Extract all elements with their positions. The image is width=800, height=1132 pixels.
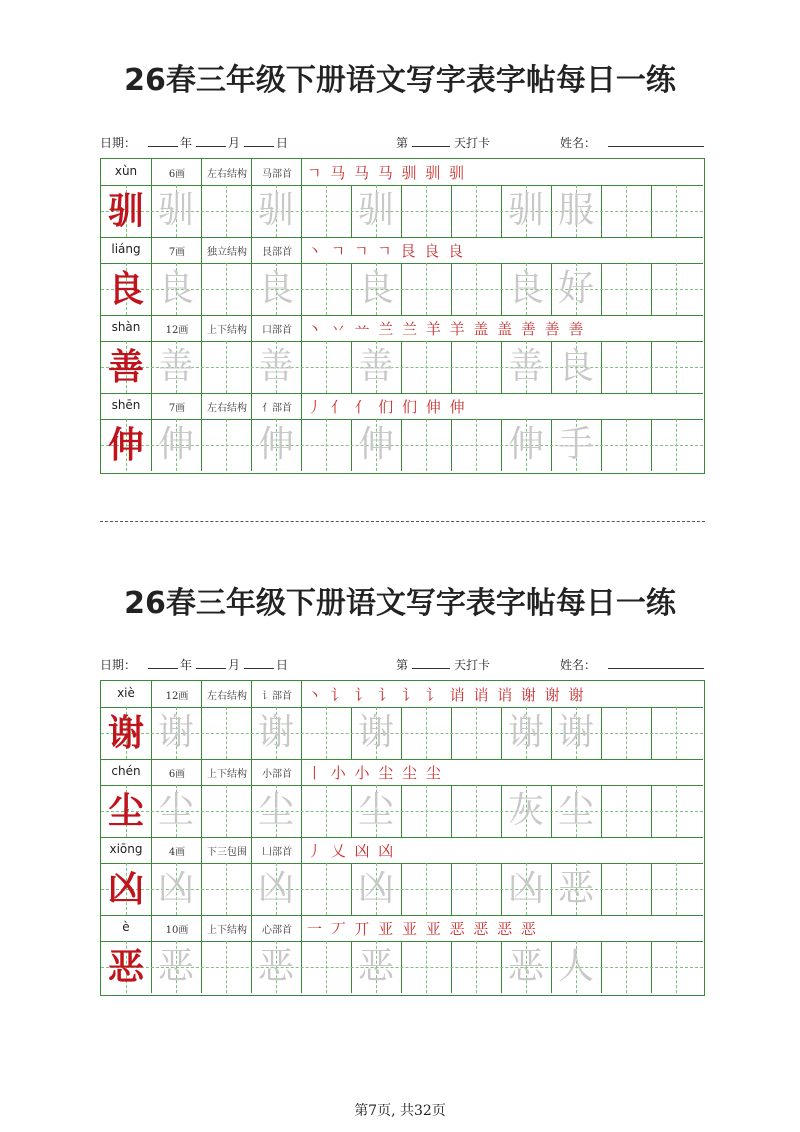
pinyin-label: xiōng xyxy=(109,842,143,856)
stroke-count: 10画 xyxy=(165,925,189,936)
grid-line xyxy=(201,837,202,863)
grid-line xyxy=(151,681,152,707)
trace-character: 凶 xyxy=(357,868,394,909)
day-label: 日 xyxy=(276,136,289,150)
char-info-row xyxy=(101,393,703,420)
stroke-order: 丶 丷 䒑 兰 兰 羊 羊 盖 盖 善 善 善 xyxy=(307,320,586,338)
char-practice-row xyxy=(101,419,703,471)
structure-label: 独立结构 xyxy=(207,247,247,258)
trace-character: 灰 xyxy=(507,790,544,831)
pinyin-label: xùn xyxy=(114,164,138,178)
char-practice-row xyxy=(101,707,703,760)
rank-label: 第 xyxy=(396,136,409,150)
pinyin-label: è xyxy=(122,920,130,934)
grid-line xyxy=(201,237,202,263)
trace-character: 良 xyxy=(157,268,194,309)
trace-character: 凶 xyxy=(257,868,294,909)
structure-label: 上下结构 xyxy=(207,325,247,336)
trace-character: 手 xyxy=(557,424,594,465)
grid-line xyxy=(301,315,302,341)
stroke-order: 丶 讠 讠 讠 讠 讠 诮 诮 诮 谢 谢 谢 xyxy=(307,686,586,704)
trace-character: 伸 xyxy=(357,424,394,465)
stroke-count: 4画 xyxy=(168,847,186,858)
grid-line xyxy=(201,759,202,785)
month-blank[interactable] xyxy=(196,134,226,147)
stroke-count: 6画 xyxy=(168,169,186,180)
grid-line xyxy=(301,237,302,263)
trace-character: 谢 xyxy=(157,712,194,753)
grid-line xyxy=(201,159,202,185)
pinyin-label: shēn xyxy=(111,398,141,412)
char-info-row xyxy=(101,237,703,264)
model-character: 恶 xyxy=(107,946,144,988)
trace-character: 善 xyxy=(257,346,294,387)
day-label: 日 xyxy=(276,658,289,672)
char-practice-row xyxy=(101,863,703,916)
stroke-order: 丶 ㄱ ㄱ ㄱ 艮 良 良 xyxy=(307,242,466,260)
grid-line xyxy=(301,915,302,941)
pinyin-label: xiè xyxy=(117,686,135,700)
trace-character: 恶 xyxy=(157,946,194,987)
grid-line xyxy=(251,315,252,341)
grid-line xyxy=(301,837,302,863)
grid-line xyxy=(301,759,302,785)
trace-character: 人 xyxy=(557,946,594,987)
stroke-order: 丨 小 小 尘 尘 尘 xyxy=(307,764,443,782)
trace-character: 谢 xyxy=(557,712,594,753)
rank-blank[interactable] xyxy=(412,134,450,147)
grid-line xyxy=(151,759,152,785)
trace-character: 尘 xyxy=(257,790,294,831)
stroke-order: ㄱ 马 马 马 驯 驯 驯 xyxy=(307,164,467,182)
grid-line xyxy=(251,837,252,863)
radical-label: 心部首 xyxy=(262,925,292,936)
structure-label: 左右结构 xyxy=(207,403,247,414)
trace-character: 恶 xyxy=(257,946,294,987)
practice-grid xyxy=(100,680,705,996)
model-character: 善 xyxy=(107,346,144,388)
month-blank[interactable] xyxy=(196,656,226,669)
grid-line xyxy=(251,237,252,263)
section-divider xyxy=(100,521,705,522)
month-label: 月 xyxy=(228,658,241,672)
grid-line xyxy=(251,159,252,185)
grid-line xyxy=(251,681,252,707)
trace-character: 尘 xyxy=(357,790,394,831)
trace-character: 尘 xyxy=(557,790,594,831)
char-practice-row xyxy=(101,341,703,394)
date-label: 日期： xyxy=(100,658,137,672)
structure-label: 左右结构 xyxy=(207,169,247,180)
pinyin-label: chén xyxy=(111,764,141,778)
char-practice-row xyxy=(101,263,703,316)
trace-character: 恶 xyxy=(557,868,594,909)
name-label: 姓名： xyxy=(560,658,597,672)
trace-character: 良 xyxy=(507,268,544,309)
grid-line xyxy=(201,393,202,419)
model-character: 谢 xyxy=(107,712,144,754)
trace-character: 服 xyxy=(557,190,594,231)
trace-character: 凶 xyxy=(507,868,544,909)
grid-line xyxy=(151,159,152,185)
stroke-count: 6画 xyxy=(168,769,186,780)
stroke-order: 丿 亻 亻 们 们 伸 伸 xyxy=(307,398,467,416)
day-blank[interactable] xyxy=(244,134,274,147)
trace-character: 驯 xyxy=(357,190,394,231)
trace-character: 善 xyxy=(507,346,544,387)
year-blank[interactable] xyxy=(148,134,178,147)
name-label: 姓名： xyxy=(560,136,597,150)
page-title: 26春三年级下册语文写字表字帖每日一练 xyxy=(124,63,676,98)
structure-label: 上下结构 xyxy=(207,925,247,936)
year-blank[interactable] xyxy=(148,656,178,669)
trace-character: 恶 xyxy=(357,946,394,987)
year-label: 年 xyxy=(180,658,193,672)
char-practice-row xyxy=(101,185,703,238)
trace-character: 善 xyxy=(357,346,394,387)
stroke-count: 7画 xyxy=(168,403,186,414)
radical-label: 凵部首 xyxy=(262,847,292,858)
trace-character: 伸 xyxy=(257,424,294,465)
trace-character: 良 xyxy=(257,268,294,309)
grid-line xyxy=(201,915,202,941)
grid-line xyxy=(201,681,202,707)
model-character: 凶 xyxy=(107,868,144,910)
grid-line xyxy=(201,315,202,341)
grid-line xyxy=(301,159,302,185)
trace-character: 驯 xyxy=(157,190,194,231)
model-character: 驯 xyxy=(107,190,144,232)
grid-line xyxy=(151,915,152,941)
radical-label: 马部首 xyxy=(262,169,292,180)
page-footer: 第7页, 共32页 xyxy=(354,1103,446,1119)
trace-character: 谢 xyxy=(507,712,544,753)
char-practice-row xyxy=(101,785,703,838)
char-info-row xyxy=(101,837,703,864)
trace-character: 好 xyxy=(557,268,594,309)
char-info-row xyxy=(101,915,703,942)
grid-line xyxy=(251,915,252,941)
date-label: 日期： xyxy=(100,136,137,150)
stroke-count: 12画 xyxy=(165,325,189,336)
trace-character: 恶 xyxy=(507,946,544,987)
structure-label: 上下结构 xyxy=(207,769,247,780)
info-line xyxy=(100,656,705,674)
rank-label: 第 xyxy=(396,658,409,672)
stroke-order: 丿 乂 凶 凶 xyxy=(307,842,396,860)
checkin-label: 天打卡 xyxy=(454,136,491,150)
day-blank[interactable] xyxy=(244,656,274,669)
trace-character: 驯 xyxy=(507,190,544,231)
trace-character: 谢 xyxy=(357,712,394,753)
rank-blank[interactable] xyxy=(412,656,450,669)
trace-character: 善 xyxy=(157,346,194,387)
radical-label: 小部首 xyxy=(262,769,292,780)
structure-label: 下三包围 xyxy=(207,847,247,858)
structure-label: 左右结构 xyxy=(207,691,247,702)
trace-character: 谢 xyxy=(257,712,294,753)
radical-label: 口部首 xyxy=(262,325,292,336)
grid-line xyxy=(301,681,302,707)
char-info-row xyxy=(101,315,703,342)
pinyin-label: liáng xyxy=(111,242,141,256)
checkin-label: 天打卡 xyxy=(454,658,491,672)
radical-label: 讠部首 xyxy=(262,691,292,702)
trace-character: 良 xyxy=(557,346,594,387)
trace-character: 良 xyxy=(357,268,394,309)
trace-character: 伸 xyxy=(157,424,194,465)
month-label: 月 xyxy=(228,136,241,150)
pinyin-label: shàn xyxy=(111,320,141,334)
trace-character: 驯 xyxy=(257,190,294,231)
char-info-row xyxy=(101,681,703,708)
page-title: 26春三年级下册语文写字表字帖每日一练 xyxy=(124,586,676,621)
name-blank[interactable] xyxy=(608,656,704,669)
stroke-count: 7画 xyxy=(168,247,186,258)
grid-line xyxy=(151,393,152,419)
grid-line xyxy=(151,237,152,263)
grid-line xyxy=(151,315,152,341)
char-info-row xyxy=(101,759,703,786)
char-practice-row xyxy=(101,941,703,993)
grid-line xyxy=(251,759,252,785)
name-blank[interactable] xyxy=(608,134,704,147)
radical-label: 亻部首 xyxy=(262,403,292,414)
model-character: 良 xyxy=(107,268,144,310)
trace-character: 凶 xyxy=(157,868,194,909)
practice-grid xyxy=(100,158,705,474)
grid-line xyxy=(251,393,252,419)
char-info-row xyxy=(101,159,703,186)
info-line xyxy=(100,134,705,152)
stroke-order: 一 丆 丌 亚 亚 亚 恶 恶 恶 恶 xyxy=(307,920,538,938)
grid-line xyxy=(151,837,152,863)
trace-character: 伸 xyxy=(507,424,544,465)
model-character: 伸 xyxy=(107,424,144,466)
grid-line xyxy=(301,393,302,419)
radical-label: 艮部首 xyxy=(262,247,292,258)
trace-character: 尘 xyxy=(157,790,194,831)
stroke-count: 12画 xyxy=(165,691,189,702)
model-character: 尘 xyxy=(107,790,144,832)
year-label: 年 xyxy=(180,136,193,150)
